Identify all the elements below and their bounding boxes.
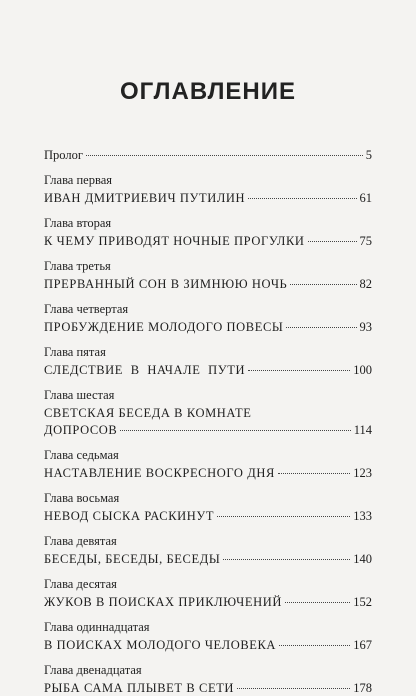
table-of-contents xyxy=(44,148,372,696)
toc-line xyxy=(44,320,372,335)
toc-chapter-number: Глава одиннадцатая xyxy=(44,620,150,634)
leader-dots xyxy=(248,198,356,199)
toc-entry-title: Пролог xyxy=(44,148,83,162)
toc-chapter-number: Глава двенадцатая xyxy=(44,663,142,677)
toc-line xyxy=(44,234,372,249)
toc-entry xyxy=(44,148,372,163)
leader-dots xyxy=(86,155,363,156)
leader-dots xyxy=(237,688,350,689)
toc-entry xyxy=(44,345,372,378)
toc-page-number: 75 xyxy=(359,234,372,248)
toc-entry xyxy=(44,259,372,292)
toc-line xyxy=(44,595,372,610)
leader-dots xyxy=(279,645,350,646)
leader-dots xyxy=(308,241,357,242)
toc-chapter-number: Глава девятая xyxy=(44,534,117,548)
toc-chapter-number: Глава восьмая xyxy=(44,491,120,505)
toc-line xyxy=(44,423,372,438)
toc-page-number: 133 xyxy=(353,509,372,523)
toc-line xyxy=(44,681,372,696)
toc-chapter-number: Глава шестая xyxy=(44,388,115,402)
toc-entry-title: ПРОБУЖДЕНИЕ МОЛОДОГО ПОВЕСЫ xyxy=(44,320,284,334)
toc-entry xyxy=(44,388,372,438)
toc-page-number: 93 xyxy=(359,320,372,334)
toc-entry xyxy=(44,577,372,610)
leader-dots xyxy=(217,516,350,517)
toc-chapter-number: Глава десятая xyxy=(44,577,117,591)
toc-entry-title: К ЧЕМУ ПРИВОДЯТ НОЧНЫЕ ПРОГУЛКИ xyxy=(44,234,305,248)
toc-page-number: 140 xyxy=(353,552,372,566)
toc-entry xyxy=(44,302,372,335)
leader-dots xyxy=(278,473,350,474)
toc-page-number: 82 xyxy=(359,277,372,291)
page-title: ОГЛАВЛЕНИЕ xyxy=(119,78,297,105)
toc-chapter-number: Глава седьмая xyxy=(44,448,119,462)
toc-entry xyxy=(44,620,372,653)
toc-entry-title-line1: СВЕТСКАЯ БЕСЕДА В КОМНАТЕ xyxy=(44,406,252,420)
toc-line xyxy=(44,148,372,163)
toc-entry-title: ПРЕРВАННЫЙ СОН В ЗИМНЮЮ НОЧЬ xyxy=(44,277,288,291)
toc-page-number: 167 xyxy=(353,638,372,652)
leader-dots xyxy=(286,327,356,328)
toc-line xyxy=(44,191,372,206)
toc-line xyxy=(44,552,372,567)
toc-page-number: 5 xyxy=(365,148,372,162)
toc-entry-title: В ПОИСКАХ МОЛОДОГО ЧЕЛОВЕКА xyxy=(44,638,277,652)
toc-line xyxy=(44,277,372,292)
toc-page-number: 178 xyxy=(353,681,372,695)
toc-entry xyxy=(44,216,372,249)
toc-entry xyxy=(44,491,372,524)
toc-page-number: 61 xyxy=(359,191,372,205)
toc-chapter-number: Глава первая xyxy=(44,173,113,187)
toc-entry-title: РЫБА САМА ПЛЫВЕТ В СЕТИ xyxy=(44,681,235,695)
toc-entry-title: НАСТАВЛЕНИЕ ВОСКРЕСНОГО ДНЯ xyxy=(44,466,275,480)
toc-chapter-number: Глава пятая xyxy=(44,345,106,359)
toc-entry-title: ЖУКОВ В ПОИСКАХ ПРИКЛЮЧЕНИЙ xyxy=(44,595,283,609)
toc-chapter-number: Глава вторая xyxy=(44,216,112,230)
toc-entry-title: БЕСЕДЫ, БЕСЕДЫ, БЕСЕДЫ xyxy=(44,552,221,566)
toc-entry-title: ДОПРОСОВ xyxy=(44,423,118,437)
leader-dots xyxy=(290,284,356,285)
toc-entry xyxy=(44,663,372,696)
toc-chapter-number: Глава третья xyxy=(44,259,111,273)
toc-page-number: 114 xyxy=(353,423,372,437)
toc-chapter-number: Глава четвертая xyxy=(44,302,129,316)
leader-dots xyxy=(120,430,350,431)
toc-page-number: 123 xyxy=(353,466,372,480)
leader-dots xyxy=(285,602,350,603)
toc-line xyxy=(44,466,372,481)
leader-dots xyxy=(223,559,350,560)
toc-entry xyxy=(44,173,372,206)
toc-entry xyxy=(44,448,372,481)
toc-entry-title: НЕВОД СЫСКА РАСКИНУТ xyxy=(44,509,215,523)
toc-entry xyxy=(44,534,372,567)
toc-entry-title: ИВАН ДМИТРИЕВИЧ ПУТИЛИН xyxy=(44,191,246,205)
toc-entry-title: СЛЕДСТВИЕ В НАЧАЛЕ ПУТИ xyxy=(44,363,246,377)
toc-page-number: 152 xyxy=(353,595,372,609)
leader-dots xyxy=(248,370,350,371)
toc-line xyxy=(44,363,372,378)
toc-line xyxy=(44,638,372,653)
toc-page-number: 100 xyxy=(353,363,372,377)
toc-line xyxy=(44,509,372,524)
